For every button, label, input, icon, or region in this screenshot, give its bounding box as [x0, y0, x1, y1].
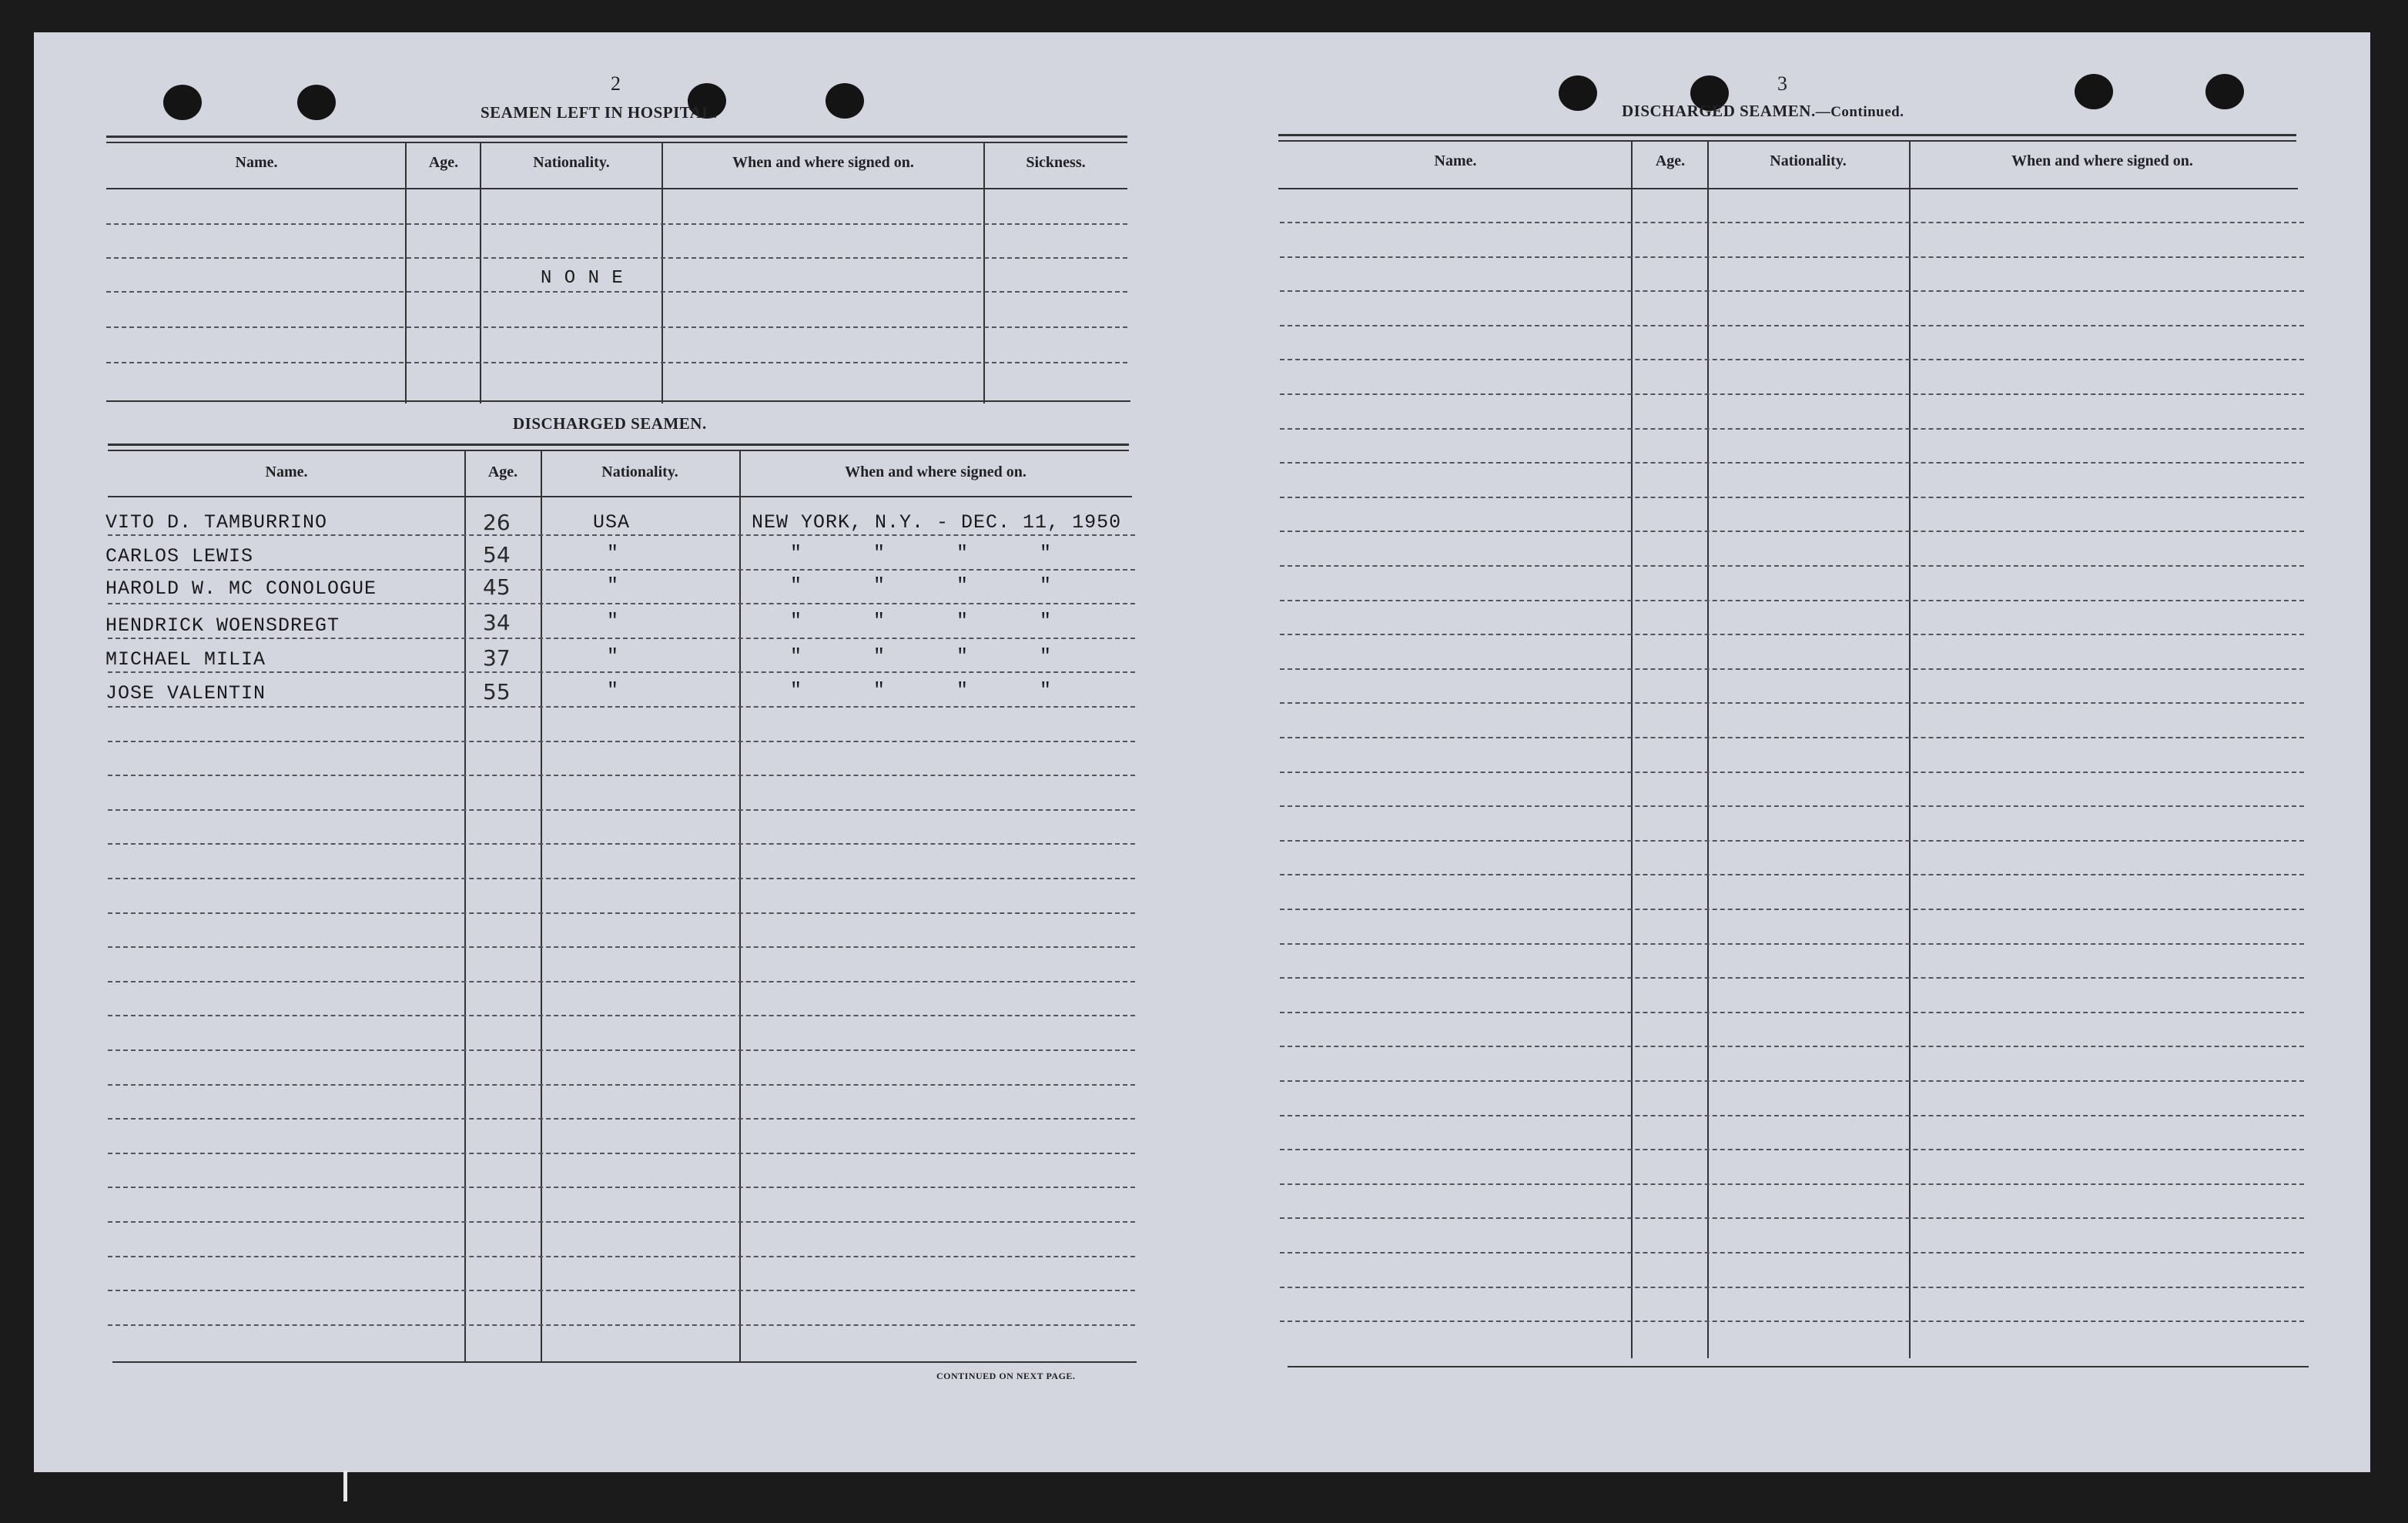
row-line — [108, 981, 1135, 982]
row-line — [1280, 840, 2304, 842]
row-line — [1280, 256, 2304, 258]
seaman-signed-on: " " " " — [790, 645, 1053, 668]
seaman-signed-on: NEW YORK, N.Y. - DEC. 11, 1950 — [752, 511, 1122, 534]
hospital-col-line — [983, 142, 985, 403]
seaman-nationality: " — [607, 645, 620, 668]
row-line — [1280, 1080, 2304, 1082]
continued-footer: CONTINUED ON NEXT PAGE. — [936, 1371, 1076, 1381]
hospital-col-line — [480, 142, 481, 403]
hospital-row-line — [106, 223, 1127, 225]
right-page-number: 3 — [1777, 72, 1787, 95]
row-line — [108, 741, 1135, 742]
seaman-nationality: USA — [593, 511, 631, 534]
row-line — [108, 1256, 1135, 1257]
hospital-top-rule — [106, 136, 1127, 138]
right-title-main: DISCHARGED SEAMEN. — [1622, 102, 1816, 120]
row-line — [1280, 702, 2304, 704]
row-line — [108, 569, 1135, 571]
row-line — [108, 1049, 1135, 1051]
discharged-bottom-rule — [112, 1361, 1137, 1363]
row-line — [108, 1015, 1135, 1016]
row-line — [108, 706, 1135, 708]
row-line — [1280, 1115, 2304, 1116]
row-line — [108, 1290, 1135, 1291]
seaman-nationality: " — [607, 679, 620, 701]
row-line — [1280, 531, 2304, 532]
right-col-signed-on: When and where signed on. — [2011, 152, 2193, 169]
right-col-name: Name. — [1434, 152, 1477, 169]
seaman-name: JOSE VALENTIN — [105, 682, 266, 705]
row-line — [1280, 1012, 2304, 1013]
punch-hole — [163, 85, 202, 120]
row-line — [1280, 874, 2304, 875]
seaman-signed-on: " " " " — [790, 610, 1053, 632]
row-line — [1280, 565, 2304, 567]
row-line — [1280, 909, 2304, 910]
right-header-rule — [1278, 188, 2298, 189]
hospital-col-age: Age. — [428, 154, 459, 171]
row-line — [1280, 222, 2304, 223]
row-line — [1280, 772, 2304, 773]
hospital-row-line — [106, 362, 1127, 363]
hospital-col-line — [661, 142, 663, 403]
right-top-rule — [1278, 134, 2296, 136]
punch-hole — [2205, 74, 2244, 109]
right-col-age: Age. — [1655, 152, 1686, 169]
row-line — [1280, 428, 2304, 430]
discharged-header-rule — [108, 496, 1132, 497]
right-col-line — [1707, 140, 1709, 1358]
discharged-col-age: Age. — [487, 464, 518, 480]
row-line — [1280, 325, 2304, 326]
row-line — [108, 1187, 1135, 1188]
seaman-nationality: " — [607, 574, 620, 597]
punch-hole — [297, 85, 336, 120]
row-line — [1280, 1320, 2304, 1322]
row-line — [108, 1153, 1135, 1154]
seaman-nationality: " — [607, 542, 620, 564]
seaman-age: 37 — [483, 645, 511, 671]
row-line — [1280, 805, 2304, 807]
hospital-col-sickness: Sickness. — [1026, 154, 1086, 171]
row-line — [108, 1324, 1135, 1326]
row-line — [108, 878, 1135, 879]
row-line — [108, 638, 1135, 639]
seaman-age: 34 — [483, 610, 511, 635]
right-section-title — [1622, 102, 1904, 121]
row-line — [108, 946, 1135, 948]
discharged-col-nationality: Nationality. — [601, 464, 678, 480]
seaman-age: 45 — [483, 574, 511, 600]
row-line — [108, 912, 1135, 914]
punch-hole — [2075, 74, 2113, 109]
left-page-number: 2 — [611, 72, 621, 95]
row-line — [1280, 1252, 2304, 1254]
discharged-top-rule-2 — [108, 450, 1129, 451]
row-line — [1280, 1149, 2304, 1150]
seaman-signed-on: " " " " — [790, 679, 1053, 701]
discharged-col-signed-on: When and where signed on. — [845, 464, 1026, 480]
seaman-nationality: " — [607, 610, 620, 632]
hospital-row-line — [106, 326, 1127, 328]
right-title-suffix: —Continued. — [1815, 104, 1904, 120]
discharged-col-line — [464, 450, 466, 1361]
discharged-col-line — [541, 450, 542, 1361]
right-col-line — [1631, 140, 1633, 1358]
row-line — [1280, 359, 2304, 360]
row-line — [108, 603, 1135, 604]
hospital-bottom-rule — [106, 400, 1130, 402]
hospital-col-signed-on: When and where signed on. — [732, 154, 914, 171]
hospital-none-entry: N O N E — [541, 268, 624, 289]
row-line — [1280, 737, 2304, 738]
row-line — [108, 671, 1135, 673]
row-line — [108, 809, 1135, 811]
seaman-signed-on: " " " " — [790, 574, 1053, 597]
punch-hole — [826, 83, 864, 119]
hospital-row-line — [106, 257, 1127, 259]
row-line — [1280, 290, 2304, 292]
row-line — [1280, 977, 2304, 979]
seaman-age: 54 — [483, 542, 511, 567]
row-line — [108, 1084, 1135, 1086]
row-line — [1280, 1217, 2304, 1219]
hospital-header-rule — [106, 188, 1127, 189]
right-bottom-rule — [1288, 1366, 2309, 1367]
seaman-name: HENDRICK WOENSDREGT — [105, 614, 340, 637]
seaman-name: VITO D. TAMBURRINO — [105, 511, 328, 534]
hospital-col-name: Name. — [235, 154, 278, 171]
seaman-name: CARLOS LEWIS — [105, 545, 254, 567]
hospital-col-nationality: Nationality. — [533, 154, 610, 171]
right-col-line — [1909, 140, 1911, 1358]
hospital-section-title: SEAMEN LEFT IN HOSPITAL. — [481, 103, 718, 122]
punch-hole — [1559, 75, 1597, 111]
scan-edge-mark — [343, 1471, 347, 1501]
discharged-top-rule — [108, 444, 1129, 446]
seaman-name: MICHAEL MILIA — [105, 648, 266, 671]
seaman-age: 26 — [483, 510, 511, 535]
hospital-top-rule-2 — [106, 142, 1127, 143]
row-line — [1280, 1287, 2304, 1288]
row-line — [1280, 634, 2304, 635]
seaman-age: 55 — [483, 679, 511, 705]
seaman-signed-on: " " " " — [790, 542, 1053, 564]
right-top-rule-2 — [1278, 140, 2296, 142]
row-line — [1280, 393, 2304, 395]
row-line — [108, 775, 1135, 776]
hospital-row-line — [106, 291, 1127, 293]
row-line — [1280, 943, 2304, 945]
seaman-name: HAROLD W. MC CONOLOGUE — [105, 577, 377, 600]
discharged-section-title: DISCHARGED SEAMEN. — [513, 414, 707, 433]
row-line — [108, 534, 1135, 536]
row-line — [108, 1221, 1135, 1223]
row-line — [1280, 462, 2304, 464]
right-col-nationality: Nationality. — [1770, 152, 1847, 169]
row-line — [108, 1118, 1135, 1120]
row-line — [108, 843, 1135, 845]
discharged-col-line — [739, 450, 741, 1361]
hospital-col-line — [405, 142, 407, 403]
row-line — [1280, 1183, 2304, 1185]
discharged-col-name: Name. — [265, 464, 308, 480]
row-line — [1280, 668, 2304, 670]
row-line — [1280, 1046, 2304, 1047]
row-line — [1280, 497, 2304, 498]
row-line — [1280, 600, 2304, 601]
